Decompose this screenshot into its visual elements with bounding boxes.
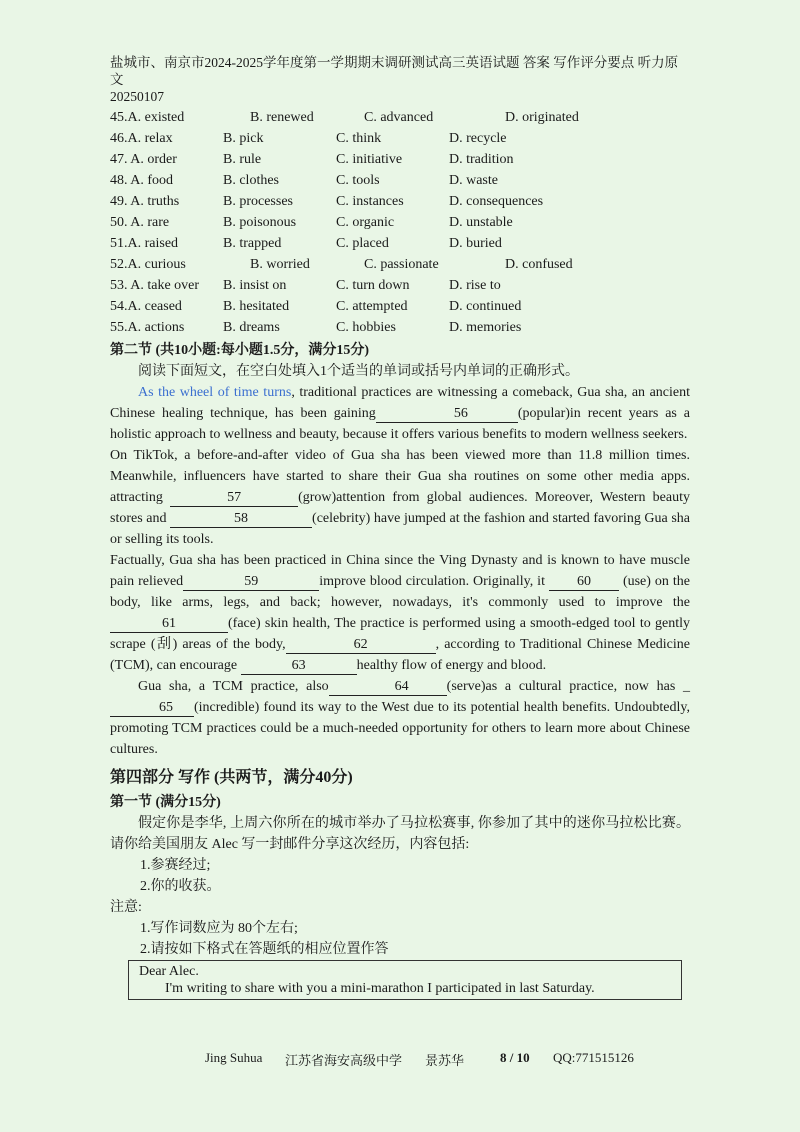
blank-65: 65 — [110, 699, 194, 717]
option-row — [110, 212, 690, 233]
passage-paragraph-4: Gua sha, a TCM practice, also 64 (serve)as a cultural practice, now has _65 (incredible) found its way to the West due to its potential health benefits. Undoubtedly, promoting TCM practices could be a much-needed opportunity for others to learn more about Chinese cultures. — [110, 679, 690, 757]
option-row — [110, 128, 690, 149]
option-row — [110, 317, 690, 338]
header-title: 盐城市、南京市2024-2025学年度第一学期期末调研测试高三英语试题 答案 写作评分要点 听力原文 — [110, 55, 679, 87]
letter-opening-line: I'm writing to share with you a mini-marathon I participated in last Saturday. — [165, 981, 595, 996]
option-row — [110, 254, 690, 275]
option-c: C. turn down — [336, 278, 410, 293]
option-row — [110, 275, 690, 296]
blank-58: 58 — [170, 510, 312, 528]
passage-paragraph-3: Factually, Gua sha has been practiced in China since the Ving Dynasty and is known to have muscle pain relieved 59 improve blood circulation. Originally, it 60 (use) on the body, like arms, legs, and back; however, nowadays, it's commonly used to improve the 61 (face) skin health, The practice is performed using a smooth-edged tool to gently scrape (刮) areas of the body, 62 , according to Traditional Chinese Medicine (TCM), can encourage 63 healthy flow of energy and blood. — [110, 553, 691, 673]
section2-instruction: 阅读下面短文，在空白处填入1个适当的单词或括号内单词的正确形式。 — [138, 364, 579, 379]
option-d: D. consequences — [449, 194, 544, 209]
letter-greeting: Dear Alec. — [139, 964, 199, 979]
option-d: D. rise to — [449, 278, 501, 293]
part4-section1-title: 第一节 (满分15分) — [110, 795, 221, 810]
prompt-item-1: 1.参赛经过; — [140, 858, 211, 873]
option-c: C. passionate — [364, 257, 439, 272]
option-b: B. trapped — [223, 236, 282, 251]
option-a: 49. A. truths — [110, 194, 180, 209]
option-c: C. organic — [336, 215, 395, 230]
passage-paragraph-1: As the wheel of time turns, traditional practices are witnessing a comeback, Gua sha, an ancient Chinese healing technique, has been gaining 56 (popular)in recent years as a holistic approach to wellness and beauty, because it offers various benefits to modern wellness seekers. — [110, 385, 690, 442]
section2-title: 第二节 (共10小题:每小题1.5分，满分15分) — [110, 343, 369, 358]
option-c: C. attempted — [336, 299, 408, 314]
prompt-item-2: 2.你的收获。 — [140, 879, 221, 894]
option-row — [110, 107, 690, 128]
part4-title: 第四部分 写作 (共两节，满分40分) — [110, 769, 353, 786]
option-d: D. originated — [505, 110, 579, 125]
passage-paragraph-2: On TikTok, a before-and-after video of Gua sha has been viewed more than 11.8 million times. Meanwhile, influencers have started to share their Gua sha routines on some other media apps. attracting 57 (grow)attention from global audiences. Moreover, Western beauty stores and 58 (celebrity) have jumped at the fashion and started favoring Gua sha or selling its tools. — [110, 448, 690, 547]
option-d: D. confused — [505, 257, 573, 272]
option-b: B. clothes — [223, 173, 279, 188]
option-c: C. hobbies — [336, 320, 396, 335]
option-b: B. renewed — [250, 110, 314, 125]
highlighted-phrase: As the wheel of time turns — [138, 385, 292, 400]
blank-60: 60 — [549, 573, 619, 591]
option-c: C. initiative — [336, 152, 403, 167]
option-d: D. unstable — [449, 215, 513, 230]
option-row — [110, 149, 690, 170]
option-b: B. insist on — [223, 278, 287, 293]
blank-59: 59 — [183, 573, 319, 591]
blank-56: 56 — [376, 405, 518, 423]
option-a: 50. A. rare — [110, 215, 170, 230]
option-b: B. pick — [223, 131, 264, 146]
footer-page-number: 8 / 10 — [500, 1050, 530, 1065]
option-b: B. processes — [223, 194, 293, 209]
option-row — [110, 233, 690, 254]
note-item-1: 1.写作词数应为 80个左右; — [140, 921, 298, 936]
letter-format-box — [128, 960, 682, 1000]
document-page — [110, 54, 690, 1000]
option-b: B. worried — [250, 257, 310, 272]
document-header — [110, 54, 690, 105]
writing-prompt: 假定你是李华, 上周六你所在的城市举办了马拉松赛事, 你参加了其中的迷你马拉松比赛。请你给美国朋友 Alec 写一封邮件分享这次经历，内容包括: — [110, 816, 690, 852]
option-c: C. placed — [336, 236, 389, 251]
note-item-2: 2.请按如下格式在答题纸的相应位置作答 — [140, 942, 389, 957]
blank-62: 62 — [286, 636, 436, 654]
option-c: C. advanced — [364, 110, 434, 125]
option-a: 54.A. ceased — [110, 299, 182, 314]
option-d: D. continued — [449, 299, 522, 314]
blank-63: 63 — [241, 657, 357, 675]
option-d: D. waste — [449, 173, 498, 188]
option-c: C. tools — [336, 173, 380, 188]
header-date: 20250107 — [110, 89, 164, 104]
footer-name: 景苏华 — [425, 1053, 465, 1068]
option-a: 53. A. take over — [110, 278, 200, 293]
option-a: 51.A. raised — [110, 236, 179, 251]
option-row — [110, 191, 690, 212]
blank-61: 61 — [110, 615, 228, 633]
options-list — [110, 107, 690, 338]
option-c: C. instances — [336, 194, 404, 209]
option-row — [110, 170, 690, 191]
option-a: 46.A. relax — [110, 131, 173, 146]
option-a: 45.A. existed — [110, 110, 185, 125]
option-d: D. memories — [449, 320, 522, 335]
option-a: 47. A. order — [110, 152, 177, 167]
blank-64: 64 — [329, 678, 447, 696]
option-b: B. rule — [223, 152, 262, 167]
footer-school: 江苏省海安高级中学 — [285, 1053, 403, 1068]
footer-qq: QQ:771515126 — [553, 1050, 634, 1065]
option-b: B. dreams — [223, 320, 280, 335]
footer-author: Jing Suhua — [205, 1050, 263, 1065]
blank-57: 57 — [170, 489, 298, 507]
option-d: D. buried — [449, 236, 502, 251]
option-c: C. think — [336, 131, 382, 146]
option-a: 55.A. actions — [110, 320, 185, 335]
option-d: D. recycle — [449, 131, 507, 146]
notes-label: 注意: — [110, 900, 142, 915]
option-d: D. tradition — [449, 152, 514, 167]
option-row — [110, 296, 690, 317]
option-a: 48. A. food — [110, 173, 173, 188]
option-b: B. hesitated — [223, 299, 290, 314]
option-b: B. poisonous — [223, 215, 297, 230]
option-a: 52.A. curious — [110, 257, 186, 272]
